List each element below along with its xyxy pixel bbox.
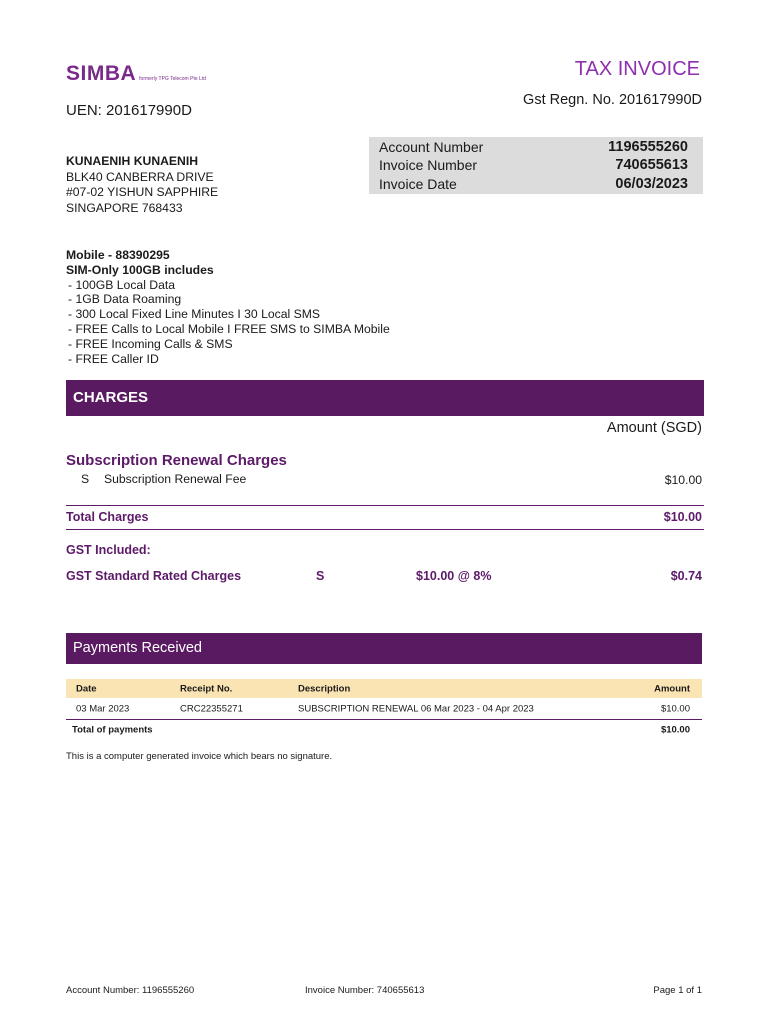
logo-wordmark: SIMBA <box>66 62 137 85</box>
plan-feature: - 100GB Local Data <box>68 277 176 292</box>
gst-rate: $10.00 @ 8% <box>416 569 492 583</box>
disclaimer-note: This is a computer generated invoice which bears no signature. <box>66 751 333 762</box>
gst-tax-code: S <box>316 569 325 583</box>
payments-section-header <box>66 633 702 664</box>
address-line-2: #07-02 YISHUN SAPPHIRE <box>66 185 219 199</box>
divider <box>66 529 704 530</box>
simba-logo <box>66 63 206 84</box>
invoice-date-label: Invoice Date <box>379 175 457 192</box>
col-amount-header: Amount <box>654 683 690 694</box>
footer-page-number: Page 1 of 1 <box>653 985 702 996</box>
col-description-header: Description <box>298 683 351 694</box>
fee-description: Subscription Renewal Fee <box>104 472 247 486</box>
logo-tagline: formerly TPG Telecom Pte Ltd <box>139 76 206 82</box>
fee-amount: $10.00 <box>664 473 702 487</box>
payment-amount: $10.00 <box>660 703 690 714</box>
invoice-number-row <box>379 155 688 174</box>
invoice-number-value: 740655613 <box>615 156 688 173</box>
plan-details <box>66 248 390 366</box>
col-date-header: Date <box>76 683 97 694</box>
plan-feature: - FREE Caller ID <box>68 351 159 366</box>
billing-address <box>66 154 218 216</box>
charges-section-header <box>66 380 704 416</box>
total-charges-amount: $10.00 <box>663 510 702 524</box>
plan-feature: - FREE Calls to Local Mobile I FREE SMS to SIMBA Mobile <box>68 321 390 336</box>
invoice-date-row <box>379 174 688 193</box>
doc-title: TAX INVOICE <box>574 58 700 80</box>
account-number-value: 1196555260 <box>608 138 688 155</box>
table-row <box>66 698 702 720</box>
payments-table <box>66 679 702 740</box>
address-line-1: BLK40 CANBERRA DRIVE <box>66 169 214 184</box>
customer-name: KUNAENIH KUNAENIH <box>66 154 199 168</box>
uen-number: UEN: 201617990D <box>66 102 192 119</box>
total-payments-amount: $10.00 <box>660 724 690 736</box>
receipt-number: CRC22355271 <box>180 703 243 714</box>
plan-feature: - FREE Incoming Calls & SMS <box>68 336 233 351</box>
total-payments-label: Total of payments <box>72 724 153 736</box>
gst-included-label: GST Included: <box>66 543 151 557</box>
gst-amount: $0.74 <box>670 569 702 583</box>
payment-date: 03 Mar 2023 <box>76 703 130 714</box>
fee-tax-code: S <box>81 472 90 486</box>
plan-title: SIM-Only 100GB includes <box>66 262 214 277</box>
footer-invoice-number: Invoice Number: 740655613 <box>305 985 425 996</box>
amount-column-header: Amount (SGD) <box>606 420 702 436</box>
payments-header-label: Payments Received <box>73 640 202 656</box>
plan-feature: - 300 Local Fixed Line Minutes I 30 Local SMS <box>68 307 321 322</box>
table-total-row <box>66 720 702 740</box>
account-number-row <box>379 137 688 156</box>
account-summary-box <box>369 137 703 194</box>
footer-account-number: Account Number: 1196555260 <box>66 985 195 996</box>
invoice-date-value: 06/03/2023 <box>615 175 688 192</box>
total-charges-label: Total Charges <box>66 510 149 524</box>
account-number-label: Account Number <box>379 138 484 155</box>
charges-header-label: CHARGES <box>73 389 149 406</box>
table-header-row <box>66 679 702 698</box>
plan-feature: - 1GB Data Roaming <box>68 292 182 307</box>
invoice-number-label: Invoice Number <box>379 156 478 173</box>
address-line-3: SINGAPORE 768433 <box>66 200 183 215</box>
payment-description: SUBSCRIPTION RENEWAL 06 Mar 2023 - 04 Apr 2023 <box>298 703 534 714</box>
col-receipt-header: Receipt No. <box>180 683 233 694</box>
mobile-number: Mobile - 88390295 <box>66 248 170 262</box>
gst-registration: Gst Regn. No. 201617990D <box>523 92 702 108</box>
divider <box>66 505 704 506</box>
gst-standard-label: GST Standard Rated Charges <box>66 569 242 583</box>
subscription-section-title: Subscription Renewal Charges <box>66 452 287 469</box>
